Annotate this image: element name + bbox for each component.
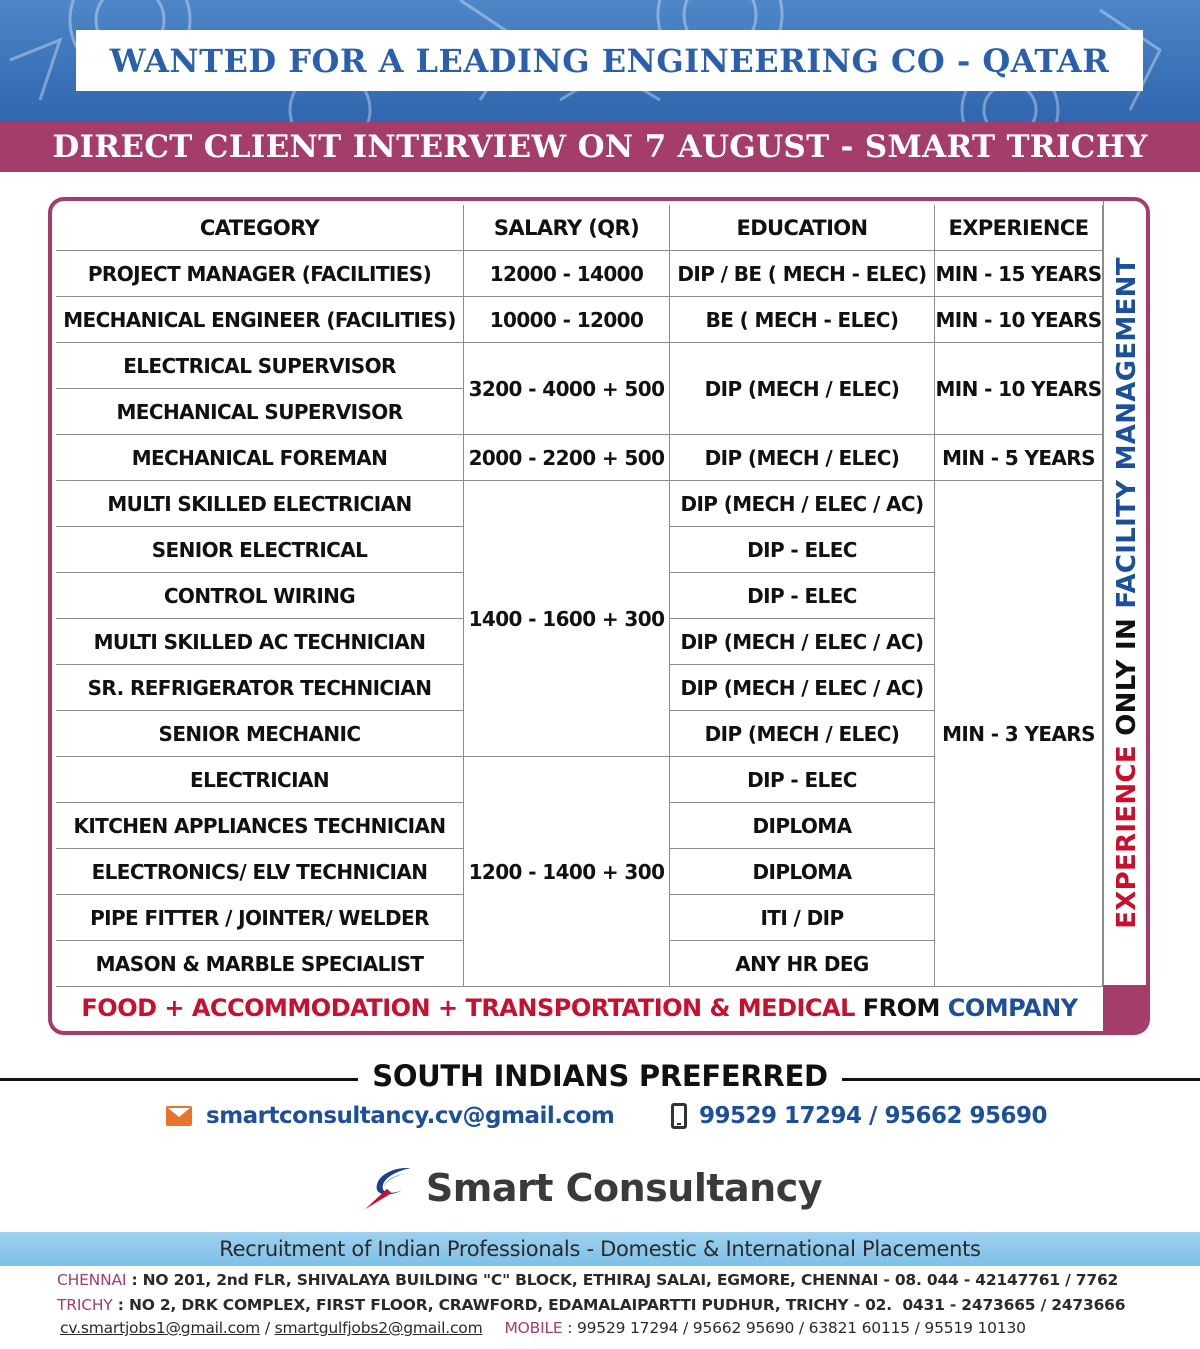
contact-phone[interactable] xyxy=(671,1103,1047,1129)
education-cell: ANY HR DEG xyxy=(670,941,935,987)
education-cell: DIP (MECH / ELEC) xyxy=(670,711,935,757)
salary-cell: 2000 - 2200 + 500 xyxy=(464,435,670,481)
jobs-table xyxy=(48,197,1150,1035)
address-contacts xyxy=(60,1319,1026,1337)
header-salary: SALARY (QR) xyxy=(464,205,670,251)
category-cell: MASON & MARBLE SPECIALIST xyxy=(56,941,464,987)
category-cell: ELECTRICIAN xyxy=(56,757,464,803)
tagline-strip xyxy=(0,1232,1200,1266)
category-cell: SENIOR MECHANIC xyxy=(56,711,464,757)
header-banner xyxy=(0,0,1200,122)
experience-cell: MIN - 10 YEARS xyxy=(935,297,1103,343)
side-note-experience: EXPERIENCE xyxy=(1112,745,1142,929)
phone-numbers[interactable]: 99529 17294 / 95662 95690 xyxy=(699,1103,1047,1129)
header-experience: EXPERIENCE xyxy=(935,205,1103,251)
mobile-numbers: : 99529 17294 / 95662 95690 / 63821 60115 / 95519 10130 xyxy=(562,1319,1026,1337)
header-education: EDUCATION xyxy=(670,205,935,251)
experience-cell: MIN - 3 YEARS xyxy=(935,481,1103,987)
category-cell: MECHANICAL SUPERVISOR xyxy=(56,389,464,435)
side-note-text xyxy=(1112,257,1142,929)
benefits-from: FROM xyxy=(854,994,948,1022)
salary-cell: 3200 - 4000 + 500 xyxy=(464,343,670,435)
education-cell: DIPLOMA xyxy=(670,849,935,895)
address-trichy xyxy=(57,1296,1125,1314)
category-cell: SR. REFRIGERATOR TECHNICIAN xyxy=(56,665,464,711)
mail-icon xyxy=(166,1106,192,1126)
contact-email[interactable] xyxy=(166,1103,614,1129)
interview-subtitle: DIRECT CLIENT INTERVIEW ON 7 AUGUST - SMART TRICHY xyxy=(52,129,1148,165)
title-box xyxy=(76,30,1143,91)
mobile-label: MOBILE xyxy=(504,1319,563,1337)
category-cell: MULTI SKILLED AC TECHNICIAN xyxy=(56,619,464,665)
side-note-only-in: ONLY IN xyxy=(1112,608,1142,746)
address-trichy-label: TRICHY xyxy=(57,1296,113,1314)
education-cell: DIP - ELEC xyxy=(670,527,935,573)
education-cell: DIP (MECH / ELEC / AC) xyxy=(670,481,935,527)
experience-cell: MIN - 10 YEARS xyxy=(935,343,1103,435)
tagline-text: Recruitment of Indian Professionals - Domestic & International Placements xyxy=(219,1237,981,1261)
salary-cell: 10000 - 12000 xyxy=(464,297,670,343)
benefits-list: FOOD + ACCOMMODATION + TRANSPORTATION & MEDICAL xyxy=(81,994,855,1022)
address-chennai xyxy=(57,1271,1118,1289)
category-cell: ELECTRICAL SUPERVISOR xyxy=(56,343,464,389)
category-cell: KITCHEN APPLIANCES TECHNICIAN xyxy=(56,803,464,849)
email-link[interactable]: smartconsultancy.cv@gmail.com xyxy=(206,1103,615,1129)
email-separator: / xyxy=(260,1319,275,1337)
preference-heading xyxy=(0,1059,1200,1093)
education-cell: DIPLOMA xyxy=(670,803,935,849)
email-link-2[interactable]: smartgulfjobs2@gmail.com xyxy=(274,1319,483,1337)
experience-cell: MIN - 5 YEARS xyxy=(935,435,1103,481)
email-link-1[interactable]: cv.smartjobs1@gmail.com xyxy=(60,1319,261,1337)
education-cell: DIP / BE ( MECH - ELEC) xyxy=(670,251,935,297)
category-cell: PROJECT MANAGER (FACILITIES) xyxy=(56,251,464,297)
education-cell: DIP (MECH / ELEC / AC) xyxy=(670,619,935,665)
benefits-row xyxy=(56,985,1103,1031)
category-cell: MECHANICAL ENGINEER (FACILITIES) xyxy=(56,297,464,343)
table-grid xyxy=(56,205,1103,985)
category-cell: MECHANICAL FOREMAN xyxy=(56,435,464,481)
salary-cell: 12000 - 14000 xyxy=(464,251,670,297)
salary-cell: 1200 - 1400 + 300 xyxy=(464,757,670,987)
page-title: WANTED FOR A LEADING ENGINEERING CO - QATAR xyxy=(109,41,1110,80)
company-logo xyxy=(362,1155,822,1221)
header-category: CATEGORY xyxy=(56,205,464,251)
phone-icon xyxy=(671,1103,687,1129)
education-cell: DIP (MECH / ELEC) xyxy=(670,343,935,435)
address-chennai-label: CHENNAI xyxy=(57,1271,127,1289)
side-note-facility: FACILITY MANAGEMENT xyxy=(1112,257,1142,609)
education-cell: DIP - ELEC xyxy=(670,573,935,619)
category-cell: ELECTRONICS/ ELV TECHNICIAN xyxy=(56,849,464,895)
address-trichy-text: : NO 2, DRK COMPLEX, FIRST FLOOR, CRAWFORD, EDAMALAIPARTTI PUDHUR, TRICHY - 02. 0431 - 2473665 / 2473666 xyxy=(112,1296,1126,1314)
benefits-company: COMPANY xyxy=(947,994,1078,1022)
swoosh-logo-icon xyxy=(362,1155,424,1221)
category-cell: MULTI SKILLED ELECTRICIAN xyxy=(56,481,464,527)
education-cell: ITI / DIP xyxy=(670,895,935,941)
side-note xyxy=(1103,201,1150,985)
salary-cell: 1400 - 1600 + 300 xyxy=(464,481,670,757)
footer-accent xyxy=(1103,985,1150,1031)
education-cell: DIP (MECH / ELEC) xyxy=(670,435,935,481)
education-cell: DIP (MECH / ELEC / AC) xyxy=(670,665,935,711)
education-cell: BE ( MECH - ELEC) xyxy=(670,297,935,343)
category-cell: CONTROL WIRING xyxy=(56,573,464,619)
education-cell: DIP - ELEC xyxy=(670,757,935,803)
category-cell: PIPE FITTER / JOINTER/ WELDER xyxy=(56,895,464,941)
address-chennai-text: : NO 201, 2nd FLR, SHIVALAYA BUILDING "C" BLOCK, ETHIRAJ SALAI, EGMORE, CHENNAI - 08. 044 - 42147761 / 7762 xyxy=(126,1271,1119,1289)
interview-bar xyxy=(0,122,1200,172)
preference-text: SOUTH INDIANS PREFERRED xyxy=(358,1059,842,1093)
experience-cell: MIN - 15 YEARS xyxy=(935,251,1103,297)
company-name: Smart Consultancy xyxy=(425,1166,822,1210)
category-cell: SENIOR ELECTRICAL xyxy=(56,527,464,573)
